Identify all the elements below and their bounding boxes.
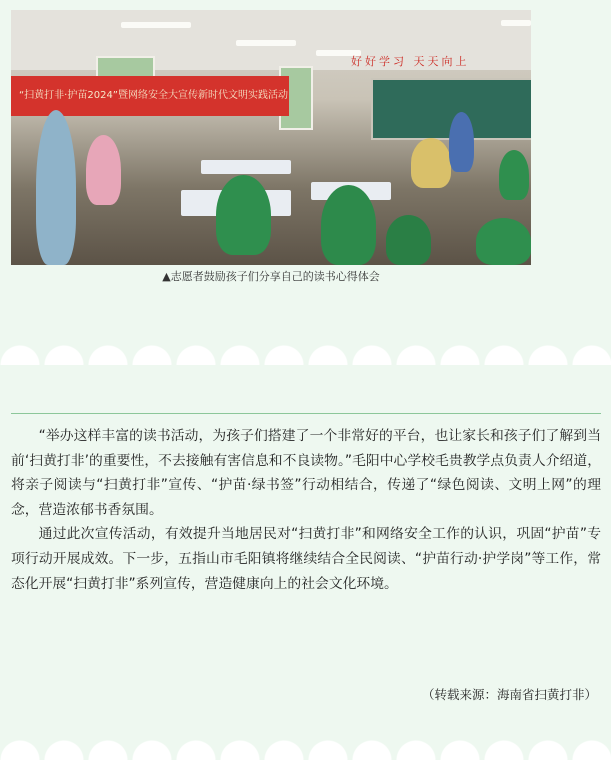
- photo-ceiling-light: [501, 20, 531, 26]
- classroom-photo: [11, 10, 531, 265]
- photo-caption: ▲志愿者鼓励孩子们分享自己的读书心得体会: [162, 270, 380, 283]
- photo-person: [216, 175, 271, 255]
- section-divider-line: [11, 413, 601, 414]
- article-body: [11, 424, 601, 596]
- scallop-divider-bottom: [0, 740, 611, 760]
- article-source: （转载来源：海南省扫黄打非）: [421, 687, 597, 702]
- photo-person: [36, 110, 76, 265]
- photo-person: [476, 218, 531, 265]
- photo-banner: “扫黄打非·护苗2024”暨网络安全大宣传新时代文明实践活动: [11, 76, 289, 116]
- photo-person: [411, 138, 451, 188]
- scallop-divider-top: [0, 345, 611, 365]
- article-paragraph: 通过此次宣传活动，有效提升当地居民对“扫黄打非”和网络安全工作的认识，巩固“护苗”专项行动开展成效。下一步，五指山市毛阳镇将继续结合全民阅读、“护苗行动·护学岗”等工作，常态化开展“扫黄打非”系列宣传，营造健康向上的社会文化环境。: [11, 526, 601, 592]
- article-paragraph: “举办这样丰富的读书活动，为孩子们搭建了一个非常好的平台，也让家长和孩子们了解到当前‘扫黄打非’的重要性，不去接触有害信息和不良读物。”毛阳中心学校毛贵教学点负责人介绍道，将亲子阅读与“扫黄打非”宣传、“护苗·绿书签”行动相结合，传递了“绿色阅读、文明上网”的理念，营造浓郁书香氛围。: [11, 428, 601, 518]
- photo-person: [449, 112, 474, 172]
- photo-person: [321, 185, 376, 265]
- photo-person: [86, 135, 121, 205]
- photo-ceiling-light: [236, 40, 296, 46]
- photo-desk: [201, 160, 291, 174]
- photo-ceiling-light: [121, 22, 191, 28]
- photo-board-slogan: 好好学习 天天向上: [351, 55, 470, 68]
- photo-person: [386, 215, 431, 265]
- photo-person: [499, 150, 529, 200]
